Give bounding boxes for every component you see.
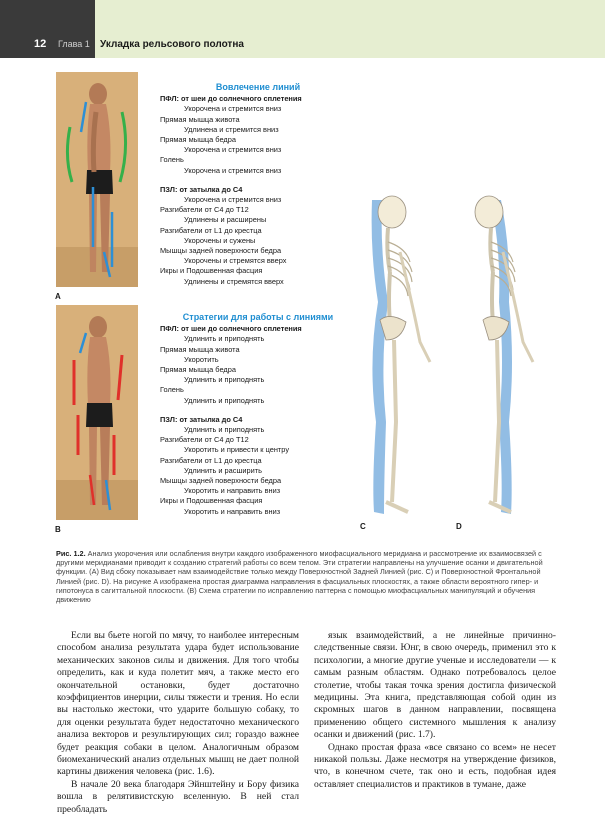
header-dark-band xyxy=(0,0,95,58)
chapter-label: Глава 1 xyxy=(58,39,90,49)
line-instruction: Удлинены и стремятся вверх xyxy=(184,276,284,286)
caption-label: Рис. 1.2. xyxy=(56,549,86,558)
muscle-name: Разгибатели от L1 до крестца xyxy=(160,455,262,465)
photo-b xyxy=(56,305,138,520)
line-instruction: Удлинить и приподнять xyxy=(184,334,265,344)
line-instruction: Укорочены и сужены xyxy=(184,235,256,245)
figure-label-d: D xyxy=(456,522,462,531)
body-column-left xyxy=(57,630,299,816)
running-title: Укладка рельсового полотна xyxy=(100,39,244,50)
line-instruction: Удлинить и приподнять xyxy=(184,375,265,385)
muscle-name: Прямая мышца живота xyxy=(160,344,240,354)
line-heading: ПЗЛ: от затылка до С4 xyxy=(160,184,243,194)
muscle-name: Прямая мышца бедра xyxy=(160,365,236,375)
line-instruction: Укоротить и привести к центру xyxy=(184,445,290,455)
section-a-title: Вовлечение линий xyxy=(215,82,301,92)
body-paragraph: Если вы бьете ногой по мячу, то наиболее интересным способом анализа результата удара будет использование механических законов силы и движения. Для того чтобы определить, как и куда полетит мяч, а также место его окончательной остановки, будет достаточно коэффициентов инерции, силы тяжести и трения. Но если вы настолько жестоки, что ударите большую собаку, то для оценки результата будет недостаточно механического анализа векторов и результирующих сил; гораздо важнее будет реакция собаки в целом. Аналогичным образом биомеханический анализ отдельных мышц не дает полной картины движения человека (рис. 1.6). xyxy=(57,630,299,778)
muscle-name: Голень xyxy=(160,385,184,395)
muscle-name: Прямая мышца живота xyxy=(160,114,240,124)
muscle-name: Разгибатели от С4 до Т12 xyxy=(160,205,249,215)
muscle-name: Голень xyxy=(160,155,184,165)
muscle-name: Икры и Подошвенная фасция xyxy=(160,266,263,276)
muscle-name: Разгибатели от L1 до крестца xyxy=(160,225,262,235)
muscle-name: Прямая мышца бедра xyxy=(160,135,236,145)
muscle-name: Икры и Подошвенная фасция xyxy=(160,496,263,506)
line-instruction: Удлинена и стремится вниз xyxy=(184,124,279,134)
body-column-right xyxy=(314,630,556,791)
line-instruction: Укорочена и стремится вниз xyxy=(184,165,282,175)
line-instruction: Удлинить и приподнять xyxy=(184,395,265,405)
line-instruction: Укорочена и стремится вниз xyxy=(184,145,282,155)
skeleton-c xyxy=(350,192,445,527)
body-paragraph: язык взаимодействий, а не линейные причинно-следственные связи. Юнг, в свою очередь, применил это к психологии, а многие другие ученые и исследователи — к самым разным областям. Однако потребовалось целое столетие, чтобы такая точка зрения достигла физической медицины. Эта книга, представляющая собой один из скромных шагов в данном направлении, посвящена применению общего системного мышления к анализу осанки и движений (рис. 1.7). xyxy=(314,630,556,741)
muscle-name: Мышцы задней поверхности бедра xyxy=(160,246,282,256)
section-b-list xyxy=(160,312,356,517)
muscle-name: Разгибатели от С4 до Т12 xyxy=(160,435,249,445)
line-heading: ПФЛ: от шеи до солнечного сплетения xyxy=(160,324,302,334)
line-heading: ПЗЛ: от затылка до С4 xyxy=(160,414,243,424)
line-instruction: Укорочена и стремится вниз xyxy=(184,195,282,205)
list-gap xyxy=(160,176,356,185)
line-instruction: Удлинить и приподнять xyxy=(184,425,265,435)
skeleton-d xyxy=(455,192,550,527)
line-instruction: Укорочены и стремятся вверх xyxy=(184,256,287,266)
line-instruction: Укоротить и направить вниз xyxy=(184,506,281,516)
photo-a xyxy=(56,72,138,287)
line-instruction: Укорочена и стремится вниз xyxy=(184,104,282,114)
figure-label-b: B xyxy=(55,525,61,534)
caption-text: Анализ укорочения или ослабления внутри каждого изображенного миофасциального меридиана и рассмотрение их взаимосвязей с другими меридианами приводит к созданию стратегий работы со всем телом. Эти стратегии направлены на улучшение осанки и двигательной функции. (A) Вид сбоку показывает нам взаимодействие только между Поверхностной Задней Линией (рис. C) и Поверхностной Фронтальной Линией (рис. D). На рисунке A изображена простая диаграмма направления в фасциальных плоскостях, а также области вероятного гипер- и гипотонуса в сагиттальной плоскости. (B) Схема стратегии по исправлению паттерна с помощью миофасциальных манипуляций и обучения движению xyxy=(56,549,543,605)
line-heading: ПФЛ: от шеи до солнечного сплетения xyxy=(160,94,302,104)
body-paragraph: В начале 20 века благодаря Эйнштейну и Бору физика вошла в релятивистскую вселенную. В ней стал преобладать xyxy=(57,778,299,815)
page-number: 12 xyxy=(34,38,47,50)
figure-label-c: C xyxy=(360,522,366,531)
figure-label-a: A xyxy=(55,292,61,301)
line-instruction: Укоротить xyxy=(184,354,219,364)
section-a-list xyxy=(160,82,356,287)
line-instruction: Удлинить и расширить xyxy=(184,465,262,475)
body-paragraph: Однако простая фраза «все связано со всем» не несет никакой пользы. Даже несмотря на утверждение физиков, что, в конечном счете, так оно и есть, подобная идея оставляет специалистов и практиков в тумане, даже xyxy=(314,741,556,790)
list-gap xyxy=(160,406,356,415)
muscle-name: Мышцы задней поверхности бедра xyxy=(160,476,282,486)
figure-caption xyxy=(56,549,566,604)
line-instruction: Укоротить и направить вниз xyxy=(184,486,281,496)
line-instruction: Удлинены и расширены xyxy=(184,215,267,225)
section-b-title: Стратегии для работы с линиями xyxy=(182,312,334,322)
